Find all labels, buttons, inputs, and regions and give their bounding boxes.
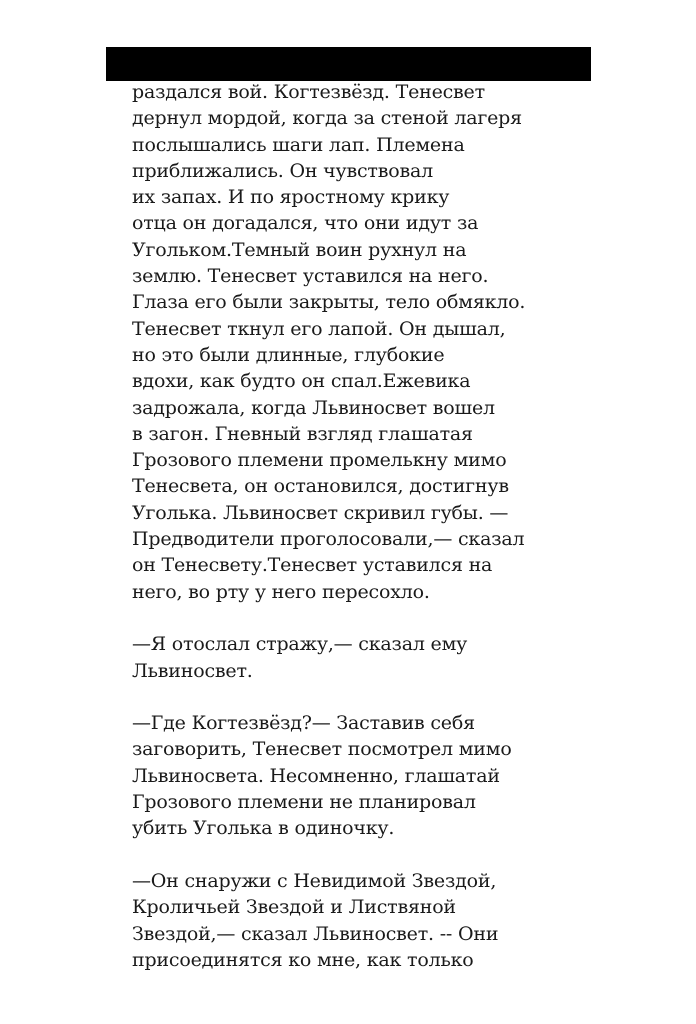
text-line: Кроличьей Звездой и Листвяной (132, 896, 456, 919)
text-line: в загон. Гневный взгляд глашатая (132, 422, 473, 445)
text-line: задрожала, когда Львиносвет вошел (132, 396, 495, 419)
text-line: присоединятся ко мне, как только (132, 948, 474, 971)
page-text (132, 79, 602, 973)
text-line: он Тенесвету.Тенесвет уставился на (132, 554, 493, 577)
text-line: Тенесвет ткнул его лапой. Он дышал, (132, 317, 506, 340)
paragraph-1 (132, 79, 602, 605)
text-line: землю. Тенесвет уставился на него. (132, 265, 489, 288)
text-line: Грозового племени не планировал (132, 791, 476, 814)
text-line: приближались. Он чувствовал (132, 159, 433, 182)
text-line: —Он снаружи с Невидимой Звездой, (132, 869, 497, 892)
text-line: Львиносвета. Несомненно, глашатай (132, 764, 500, 787)
text-line: Уголька. Львиносвет скривил губы. — (132, 501, 509, 524)
text-line: убить Уголька в одиночку. (132, 817, 395, 840)
text-line: вдохи, как будто он спал.Ежевика (132, 370, 471, 393)
text-line: Угольком.Темный воин рухнул на (132, 238, 467, 261)
text-line: Тенесвета, он остановился, достигнув (132, 475, 509, 498)
redaction-bar (106, 47, 591, 81)
paragraph-2 (132, 631, 602, 684)
text-line: него, во рту у него пересохло. (132, 580, 430, 603)
text-line: Грозового племени промелькну мимо (132, 449, 507, 472)
text-line: отца он догадался, что они идут за (132, 212, 479, 235)
text-line: дернул мордой, когда за стеной лагеря (132, 107, 522, 130)
paragraph-3 (132, 710, 602, 841)
text-line: —Где Когтезвёзд?— Заставив себя (132, 712, 475, 735)
text-line: но это были длинные, глубокие (132, 343, 445, 366)
paragraph-4 (132, 868, 602, 973)
text-line: Львиносвет. (132, 659, 253, 682)
text-line: заговорить, Тенесвет посмотрел мимо (132, 738, 512, 761)
text-line: послышались шаги лап. Племена (132, 133, 465, 156)
text-line: —Я отослал стражу,— сказал ему (132, 633, 468, 656)
text-line: Звездой,— сказал Львиносвет. -- Они (132, 922, 499, 945)
text-line: Глаза его были закрыты, тело обмякло. (132, 291, 526, 314)
text-line: Предводители проголосовали,— сказал (132, 528, 525, 551)
text-line: их запах. И по яростному крику (132, 186, 450, 209)
text-line: раздался вой. Когтезвёзд. Тенесвет (132, 81, 485, 103)
